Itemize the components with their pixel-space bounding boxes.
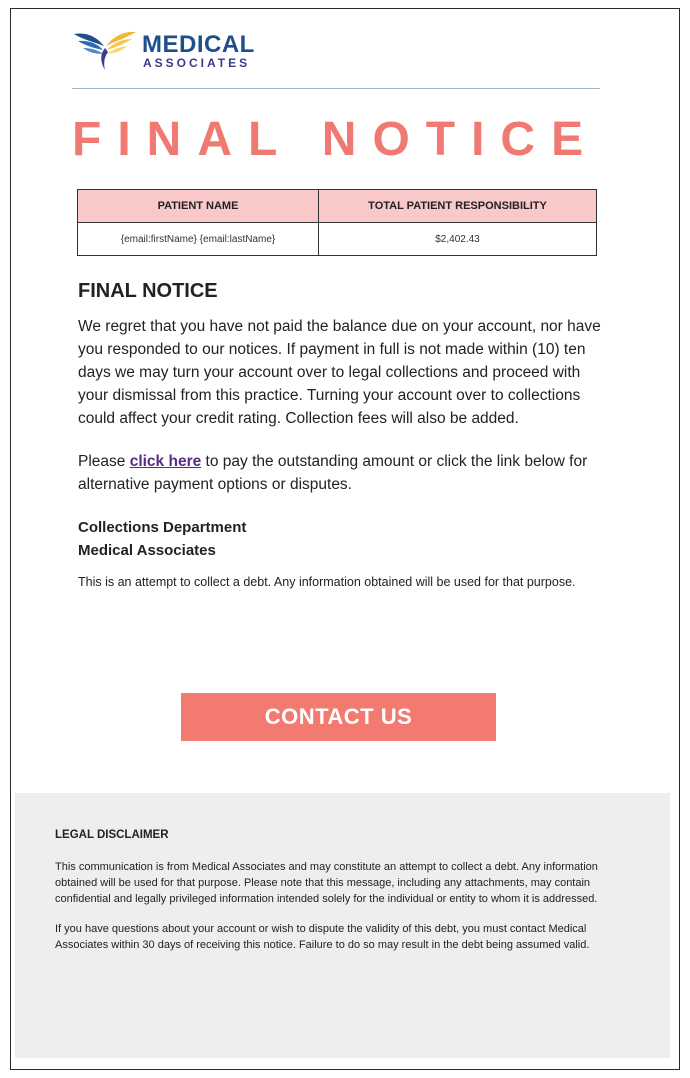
signature-department: Collections Department [78,519,247,536]
notice-content [78,280,608,591]
legal-disclaimer-title: LEGAL DISCLAIMER [55,829,169,841]
contact-us-button[interactable]: CONTACT US [181,693,496,741]
click-here-link[interactable]: click here [129,453,202,470]
signature [78,516,608,562]
winged-logo-icon [72,28,138,72]
column-header-total-responsibility: TOTAL PATIENT RESPONSIBILITY [319,190,597,223]
brand-logo [72,24,292,76]
total-responsibility-cell: $2,402.43 [319,223,597,256]
notice-paragraph: We regret that you have not paid the balance due on your account, nor have you responded to our notices. If payment in full is not made within (10) ten days we may turn your account over to legal collections and proceed with your dismissal from this practice. Turning your account over to collections could affect your credit rating. Collection fees will also be added. [78,318,601,427]
brand-name-main: MEDICAL [142,31,255,58]
legal-footer [15,793,670,1058]
patient-name-cell: {email:firstName} {email:lastName} [78,223,319,256]
debt-collection-notice: This is an attempt to collect a debt. Any information obtained will be used for that purpose. [78,575,576,589]
column-header-patient-name: PATIENT NAME [78,190,319,223]
section-title: FINAL NOTICE [78,280,218,302]
payment-text-before: Please [78,453,130,470]
payment-text-after: to pay the outstanding amount or click the link below for alternative payment options or disputes. [78,453,588,493]
patient-table [77,189,597,256]
table-row [78,223,597,256]
legal-disclaimer-paragraph-1: This communication is from Medical Associates and may constitute an attempt to collect a debt. Any information obtained will be used for that purpose. Please note that this message, including any attachments, may contain confidential and legally privileged information intended solely for the individual or entity to whom it is addressed. [55,861,598,905]
page-title: FINAL NOTICE [72,113,600,166]
brand-name-sub: ASSOCIATES [143,56,251,70]
payment-paragraph [78,450,608,496]
header-divider [72,88,600,89]
legal-disclaimer-paragraph-2: If you have questions about your account or wish to dispute the validity of this debt, you must contact Medical Associates within 30 days of receiving this notice. Failure to do so may result in the debt being assumed valid. [55,923,590,951]
table-header-row [78,190,597,223]
signature-company: Medical Associates [78,542,216,559]
